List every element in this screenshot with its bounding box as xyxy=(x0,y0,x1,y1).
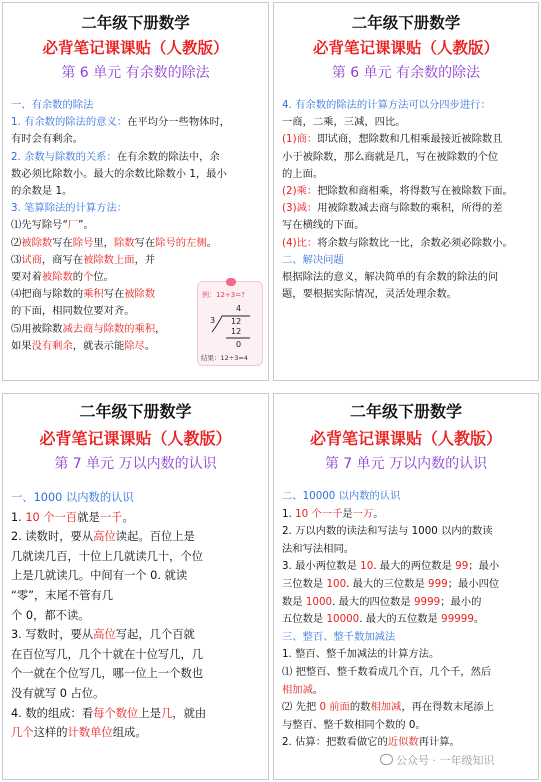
text-segment: 1. 整百、整千加减法的计算方法。 xyxy=(282,648,440,661)
text-segment: 上是几就读几。中间有一个 0. 就读 xyxy=(11,569,188,583)
text-segment: 在平均分一些物体时， xyxy=(127,116,231,129)
unit-title: 第 6 单元 有余数的除法 xyxy=(331,65,481,81)
text-line xyxy=(282,523,532,541)
text-segment: 10 个一千 xyxy=(295,507,343,520)
text-segment: 一商，二乘，三减，四比。 xyxy=(282,116,406,129)
unit-title: 第 6 单元 有余数的除法 xyxy=(61,65,210,81)
text-segment: . 最大的四位数是 xyxy=(332,595,414,608)
watermark-text: 公众号 · 一年级知识 xyxy=(396,754,495,767)
unit-title: 第 7 单元 万以内数的认识 xyxy=(54,456,217,472)
text-line xyxy=(11,166,262,183)
text-line xyxy=(282,200,532,217)
text-segment: 1. xyxy=(282,507,296,520)
text-segment: 一、有余数的除法 xyxy=(11,99,94,111)
card-body xyxy=(3,488,268,743)
text-segment: 没有剩余 xyxy=(31,339,73,352)
text-segment: 被除数 xyxy=(21,236,53,249)
text-segment: . 最大的三位数是 xyxy=(346,577,429,590)
text-line xyxy=(282,269,532,286)
text-segment: ⑵ xyxy=(11,236,22,249)
text-line xyxy=(11,723,262,743)
text-line xyxy=(11,704,262,724)
text-segment: 计数单位 xyxy=(67,726,113,740)
text-segment: 高位 xyxy=(93,530,116,544)
text-segment: . 最大的两位数是 xyxy=(373,560,456,573)
text-segment: 高位 xyxy=(93,628,116,642)
text-line xyxy=(282,541,532,559)
text-line xyxy=(282,286,532,303)
wechat-icon xyxy=(380,754,393,765)
text-segment: 的数 xyxy=(349,701,371,714)
text-segment: 写起，几个百就 xyxy=(115,628,195,642)
text-segment: 在有余数的除法中，余 xyxy=(116,150,220,163)
note-card-unit7-part2 xyxy=(273,393,539,780)
section-heading xyxy=(11,488,262,508)
text-segment: ⑵ 先把 xyxy=(282,701,320,714)
section-heading xyxy=(282,97,532,114)
card-body xyxy=(274,488,538,752)
text-segment: ，就表示能 xyxy=(72,339,125,352)
text-segment: 这样的 xyxy=(33,726,68,740)
text-segment: 一、1000 以内数的认识 xyxy=(11,491,134,504)
text-segment: 。 xyxy=(473,613,485,626)
text-segment: 试商 xyxy=(21,253,42,266)
text-segment: 读起。百位上是 xyxy=(115,530,195,544)
text-segment: ，再在得数末尾添上 xyxy=(401,701,495,714)
text-segment: . 最大的五位数是 xyxy=(359,613,442,626)
text-segment: 近似数 xyxy=(387,736,419,749)
text-segment: 每个数位 xyxy=(93,706,139,720)
text-segment: 写在 xyxy=(103,288,125,301)
text-segment: 1. 有余数的除法的意义： xyxy=(11,116,128,129)
text-segment: (1)商： xyxy=(282,133,318,146)
text-segment: 根据除法的意义，解决简单的有余数的除法的问 xyxy=(282,271,499,284)
text-segment: 相加减 xyxy=(370,701,402,714)
text-segment: 被除数 xyxy=(124,288,156,301)
text-segment: 法和写法相同。 xyxy=(282,542,355,555)
text-segment: 0 前面 xyxy=(319,701,350,714)
text-line xyxy=(282,646,532,664)
text-segment: 除号的左侧 xyxy=(155,236,207,249)
text-segment: 的余数是 1。 xyxy=(11,185,73,198)
quotient: 4 xyxy=(236,304,242,313)
text-segment: 999 xyxy=(428,577,448,590)
text-segment: 要对着 xyxy=(11,271,42,284)
text-segment: 把除数和商相乘，将得数写在被除数下面。 xyxy=(317,185,513,198)
text-line xyxy=(282,235,532,252)
text-segment: 2. 估算：把数看做它的 xyxy=(282,736,388,749)
text-segment: ⑸用被除数 xyxy=(11,322,63,335)
divisor: 3 xyxy=(210,316,216,325)
text-segment: 被除数 xyxy=(41,271,73,284)
text-segment: 个 0，都不读。 xyxy=(11,608,90,622)
section-heading xyxy=(282,629,532,647)
text-line xyxy=(11,131,262,148)
text-segment: 除数 xyxy=(113,236,135,249)
text-line xyxy=(11,645,262,665)
text-segment: 是 xyxy=(342,507,353,520)
text-line xyxy=(282,576,532,594)
text-segment: 被除数上面 xyxy=(83,253,135,266)
text-line xyxy=(11,114,262,131)
note-card-unit6-part1 xyxy=(2,2,269,381)
text-line xyxy=(282,506,532,524)
example-result: 结果：12÷3=4 xyxy=(201,354,248,362)
text-segment: 几 xyxy=(160,706,173,720)
text-segment: 。 xyxy=(312,683,324,696)
text-line xyxy=(11,664,262,684)
text-line xyxy=(11,586,262,606)
text-segment: 数是 xyxy=(282,595,306,608)
text-line xyxy=(11,606,262,626)
text-segment: 如果 xyxy=(11,339,32,352)
text-segment: ， xyxy=(155,322,166,335)
text-segment: 3. 笔算除法的计算方法： xyxy=(11,202,128,215)
text-segment: 的上面。 xyxy=(282,167,324,180)
text-segment: 。 xyxy=(144,339,156,352)
text-line xyxy=(282,734,532,752)
text-segment: 数必须比除数小。最大的余数比除数小 1，最小 xyxy=(11,167,227,180)
text-segment: 位。 xyxy=(93,271,114,284)
note-card-unit7-part1 xyxy=(2,393,269,780)
text-segment: 与整百、整千数相同个数的 0。 xyxy=(282,718,426,731)
text-segment: 三、整百、整千数加减法 xyxy=(282,630,396,643)
card-subtitle: 必背笔记课课贴（人教版） xyxy=(312,38,499,57)
text-segment: 除号 xyxy=(72,236,94,249)
text-line xyxy=(11,235,262,252)
text-segment: 几就读几百，十位上几就读几十，个位 xyxy=(11,549,204,563)
remainder: 0 xyxy=(236,340,242,349)
text-segment: 。 xyxy=(122,510,134,524)
card-subtitle: 必背笔记课课贴（人教版） xyxy=(39,429,232,448)
grade-title: 二年级下册数学 xyxy=(79,402,192,421)
text-segment: 2. 万以内数的读法和写法与 1000 以内的数读 xyxy=(282,525,493,538)
dividend: 12 xyxy=(231,317,242,326)
text-segment: 相加减 xyxy=(282,683,313,696)
card-header xyxy=(274,394,538,488)
text-segment: 2. 余数与除数的关系： xyxy=(11,150,117,163)
card-header xyxy=(3,394,268,488)
text-segment: 一千 xyxy=(99,510,123,524)
text-segment: 100 xyxy=(326,577,347,590)
card-subtitle: 必背笔记课课贴（人教版） xyxy=(309,429,502,448)
text-segment: 三位数是 xyxy=(282,577,327,590)
text-segment: 的下面，相同数位要对齐。 xyxy=(11,305,135,318)
text-segment: 99 xyxy=(455,560,469,573)
text-line xyxy=(282,558,532,576)
text-segment: ”。 xyxy=(78,219,94,232)
text-line xyxy=(11,183,262,200)
text-line xyxy=(11,566,262,586)
text-line xyxy=(11,217,262,234)
text-line xyxy=(282,699,532,717)
unit-title: 第 7 单元 万以内数的认识 xyxy=(324,456,488,472)
text-segment: ⑷把商与除数的 xyxy=(11,288,84,301)
text-line xyxy=(282,594,532,612)
text-segment: 1000 xyxy=(305,595,333,608)
text-segment: 在百位写几，几个十就在十位写几，几 xyxy=(11,647,204,661)
card-body xyxy=(274,97,538,303)
text-segment: 99999 xyxy=(441,613,474,626)
text-segment: ⑴先写除号“ xyxy=(11,219,68,232)
text-segment: ⑶ xyxy=(11,253,22,266)
text-segment: (2)乘： xyxy=(282,185,318,198)
card-subtitle: 必背笔记课课贴（人教版） xyxy=(42,38,229,57)
text-segment: 减去商与除数的乘积 xyxy=(62,322,156,335)
text-segment: 除尽 xyxy=(124,339,145,352)
note-card-unit6-part2 xyxy=(273,2,539,381)
text-segment: 将余数与除数比一比，余数必须必除数小。 xyxy=(317,236,513,249)
text-segment: 4. 数的组成：看 xyxy=(11,706,94,720)
text-segment: 一万 xyxy=(352,507,374,520)
text-segment: 1. xyxy=(11,510,26,524)
text-line xyxy=(282,166,532,183)
text-segment: ，就由 xyxy=(172,706,207,720)
text-segment: 用被除数减去商与除数的乘积，所得的差 xyxy=(317,202,503,215)
text-segment: 的 xyxy=(72,271,84,284)
text-segment: 写在 xyxy=(52,236,73,249)
text-segment: 个 xyxy=(83,271,94,284)
text-line xyxy=(282,682,532,700)
watermark xyxy=(380,752,495,768)
text-segment: 二、10000 以内数的认识 xyxy=(282,490,401,502)
text-line xyxy=(11,200,262,217)
text-segment: ⑴ 把整百、整千数看成几个百，几个千，然后 xyxy=(282,665,492,678)
text-line xyxy=(282,717,532,735)
text-line xyxy=(11,252,262,269)
text-line xyxy=(11,547,262,567)
text-segment: 没有就写 0 占位。 xyxy=(11,686,105,700)
text-segment: (3)减： xyxy=(282,202,318,215)
text-line xyxy=(11,149,262,166)
text-segment: 即试商，想除数和几相乘最接近被除数且 xyxy=(317,133,503,146)
grade-title: 二年级下册数学 xyxy=(81,13,190,32)
example-title: 例：12÷3=? xyxy=(202,291,245,299)
text-segment: 小于被除数，那么商就是几，写在被除数的个位 xyxy=(282,150,499,163)
card-header xyxy=(274,3,538,97)
text-segment: 组成。 xyxy=(112,726,147,740)
text-segment: 9999 xyxy=(414,595,441,608)
text-segment: 。 xyxy=(206,236,217,249)
text-line xyxy=(282,114,532,131)
text-segment: 3. 最小两位数是 xyxy=(282,560,361,573)
text-segment: 写在 xyxy=(134,236,156,249)
grade-title: 二年级下册数学 xyxy=(351,13,461,32)
section-heading xyxy=(11,97,262,114)
text-segment: 个一就在个位写几，哪一位上一个数也 xyxy=(11,667,204,681)
text-segment: 。 xyxy=(373,507,384,520)
text-line xyxy=(282,217,532,234)
text-segment: 五位数是 xyxy=(282,613,327,626)
text-segment: (4)比： xyxy=(282,236,318,249)
text-line xyxy=(11,508,262,528)
text-segment: ，商写在 xyxy=(41,253,84,266)
text-segment: 3. 写数时，要从 xyxy=(11,628,94,642)
text-segment: 厂 xyxy=(67,219,79,232)
text-line xyxy=(282,664,532,682)
text-line xyxy=(282,183,532,200)
text-segment: 10000 xyxy=(326,613,360,626)
text-segment: ；最小的 xyxy=(440,595,482,608)
product: 12 xyxy=(231,327,242,336)
text-segment: 上是 xyxy=(138,706,161,720)
text-segment: 就是 xyxy=(77,510,100,524)
text-segment: “零”，末尾不管有几 xyxy=(11,588,114,602)
long-division-example xyxy=(197,281,263,366)
text-segment: ，并 xyxy=(134,253,156,266)
section-heading xyxy=(282,252,532,269)
text-segment: 再计算。 xyxy=(418,736,460,749)
text-segment: ；最小 xyxy=(468,560,500,573)
text-line xyxy=(11,684,262,704)
text-segment: 写在横线的下面。 xyxy=(282,219,365,232)
section-heading xyxy=(282,488,532,506)
text-line xyxy=(11,625,262,645)
card-header xyxy=(3,3,268,97)
text-segment: 2. 读数时，要从 xyxy=(11,530,94,544)
text-segment: 题，要根据实际情况，灵活处理余数。 xyxy=(282,288,458,301)
text-line xyxy=(282,149,532,166)
text-segment: 4. 有余数的除法的计算方法可以分四步进行： xyxy=(282,99,491,111)
text-line xyxy=(282,131,532,148)
text-segment: 二、解决问题 xyxy=(282,253,344,266)
text-segment: 10 个一百 xyxy=(25,510,78,524)
grade-title: 二年级下册数学 xyxy=(349,402,462,421)
text-segment: 里， xyxy=(93,236,114,249)
text-segment: 10 xyxy=(360,560,374,573)
text-segment: 有时会有剩余。 xyxy=(11,133,84,146)
text-segment: ；最小四位 xyxy=(447,577,500,590)
text-segment: 乘积 xyxy=(83,288,104,301)
text-segment: 几个 xyxy=(11,726,34,740)
text-line xyxy=(11,527,262,547)
text-line xyxy=(282,611,532,629)
